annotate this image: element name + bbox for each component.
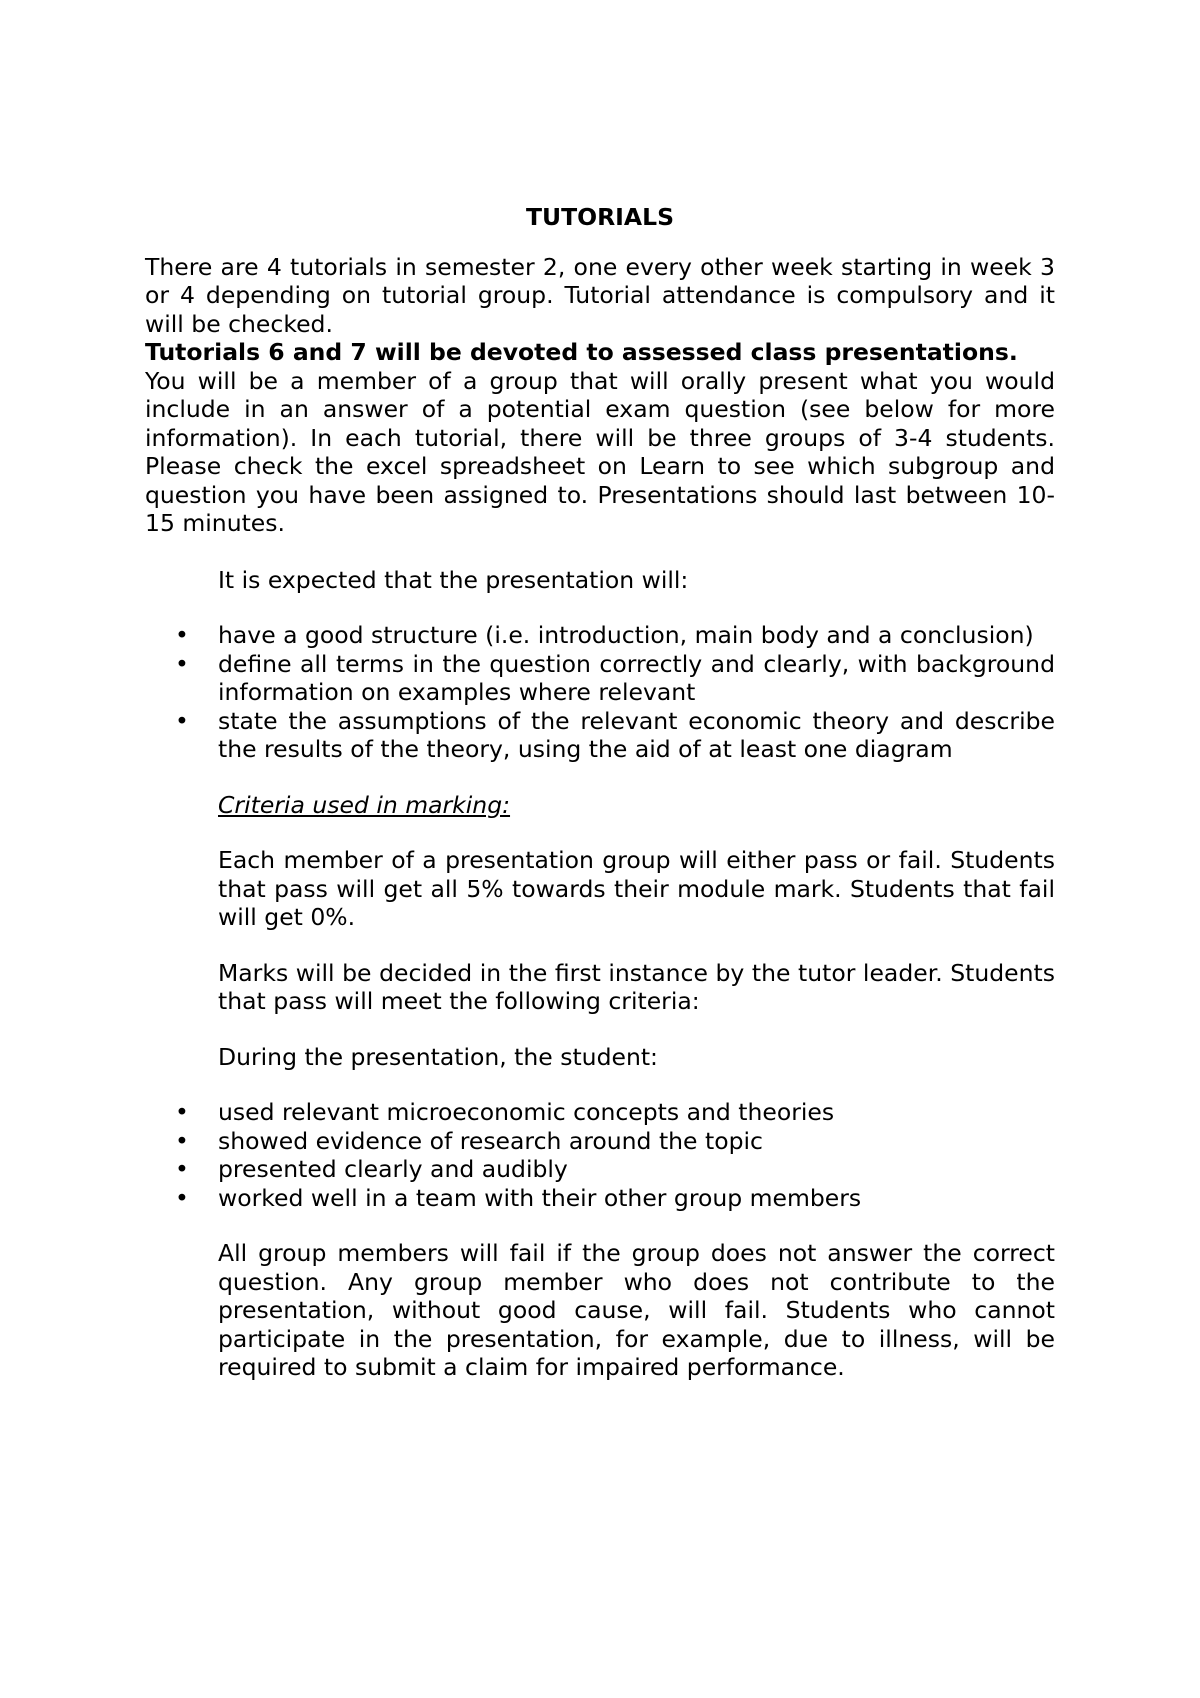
bullet-icon: • [175, 621, 189, 649]
bullet-icon: • [175, 1098, 189, 1126]
expectation-text: state the assumptions of the relevant economic theory and describe the results of the theory, using the aid of at least one diagram [218, 706, 1055, 763]
list-item [145, 1184, 1055, 1213]
bullet-icon: • [175, 1155, 189, 1183]
closing-section [218, 1239, 1055, 1382]
criteria-heading: Criteria used in marking: [218, 790, 511, 819]
criteria-text: worked well in a team with their other group members [218, 1183, 862, 1212]
during-presentation-intro: During the presentation, the student: [218, 1042, 658, 1071]
criteria-text: presented clearly and audibly [218, 1155, 568, 1183]
group-presentation-paragraph: You will be a member of a group that will orally present what you would include in an answer of a potential exam question (see below for more information). In each tutorial, there will be three groups of 3-4 students. Please check the excel spreadsheet on Learn to see which subgroup and question you have been assigned to. Presentations should last between 10-15 minutes. [145, 366, 1055, 537]
bullet-icon: • [175, 706, 189, 735]
criteria-list [145, 1098, 1055, 1212]
pass-fail-paragraph: Each member of a presentation group will either pass or fail. Students that pass will get all 5% towards their module mark. Students that fail will get 0%. [218, 846, 1055, 931]
document-body [145, 203, 1055, 1382]
expectations-list [145, 621, 1055, 764]
page-title: TUTORIALS [525, 203, 675, 231]
bullet-icon: • [175, 1183, 189, 1212]
expectation-text: have a good structure (i.e. introduction, main body and a conclusion) [218, 621, 1034, 649]
list-item [145, 650, 1055, 707]
criteria-section [218, 791, 1055, 1072]
list-item [145, 1098, 1055, 1127]
criteria-text: showed evidence of research around the topic [218, 1126, 763, 1155]
bullet-icon: • [175, 649, 189, 678]
closing-paragraph: All group members will fail if the group does not answer the correct question. Any group member who does not contribute to the presentation, without good cause, will fail. Students who cannot participate in the presentation, for example, due to illness, will be required to submit a claim for impaired performance. [218, 1239, 1055, 1381]
bullet-icon: • [175, 1126, 189, 1155]
expectations-section [218, 566, 1055, 595]
list-item [145, 1155, 1055, 1184]
expectation-text: define all terms in the question correctly and clearly, with background information on examples where relevant [218, 649, 1055, 706]
list-item [145, 1127, 1055, 1156]
criteria-text: used relevant microeconomic concepts and theories [218, 1098, 835, 1126]
assessed-presentations-statement: Tutorials 6 and 7 will be devoted to assessed class presentations. [145, 338, 1018, 366]
list-item [145, 707, 1055, 764]
intro-paragraph: There are 4 tutorials in semester 2, one every other week starting in week 3 or 4 depending on tutorial group. Tutorial attendance is compulsory and it will be checked. [145, 252, 1055, 338]
list-item [145, 621, 1055, 650]
marks-paragraph: Marks will be decided in the first instance by the tutor leader. Students that pass will meet the following criteria: [218, 958, 1055, 1015]
expected-intro: It is expected that the presentation will: [218, 565, 689, 594]
